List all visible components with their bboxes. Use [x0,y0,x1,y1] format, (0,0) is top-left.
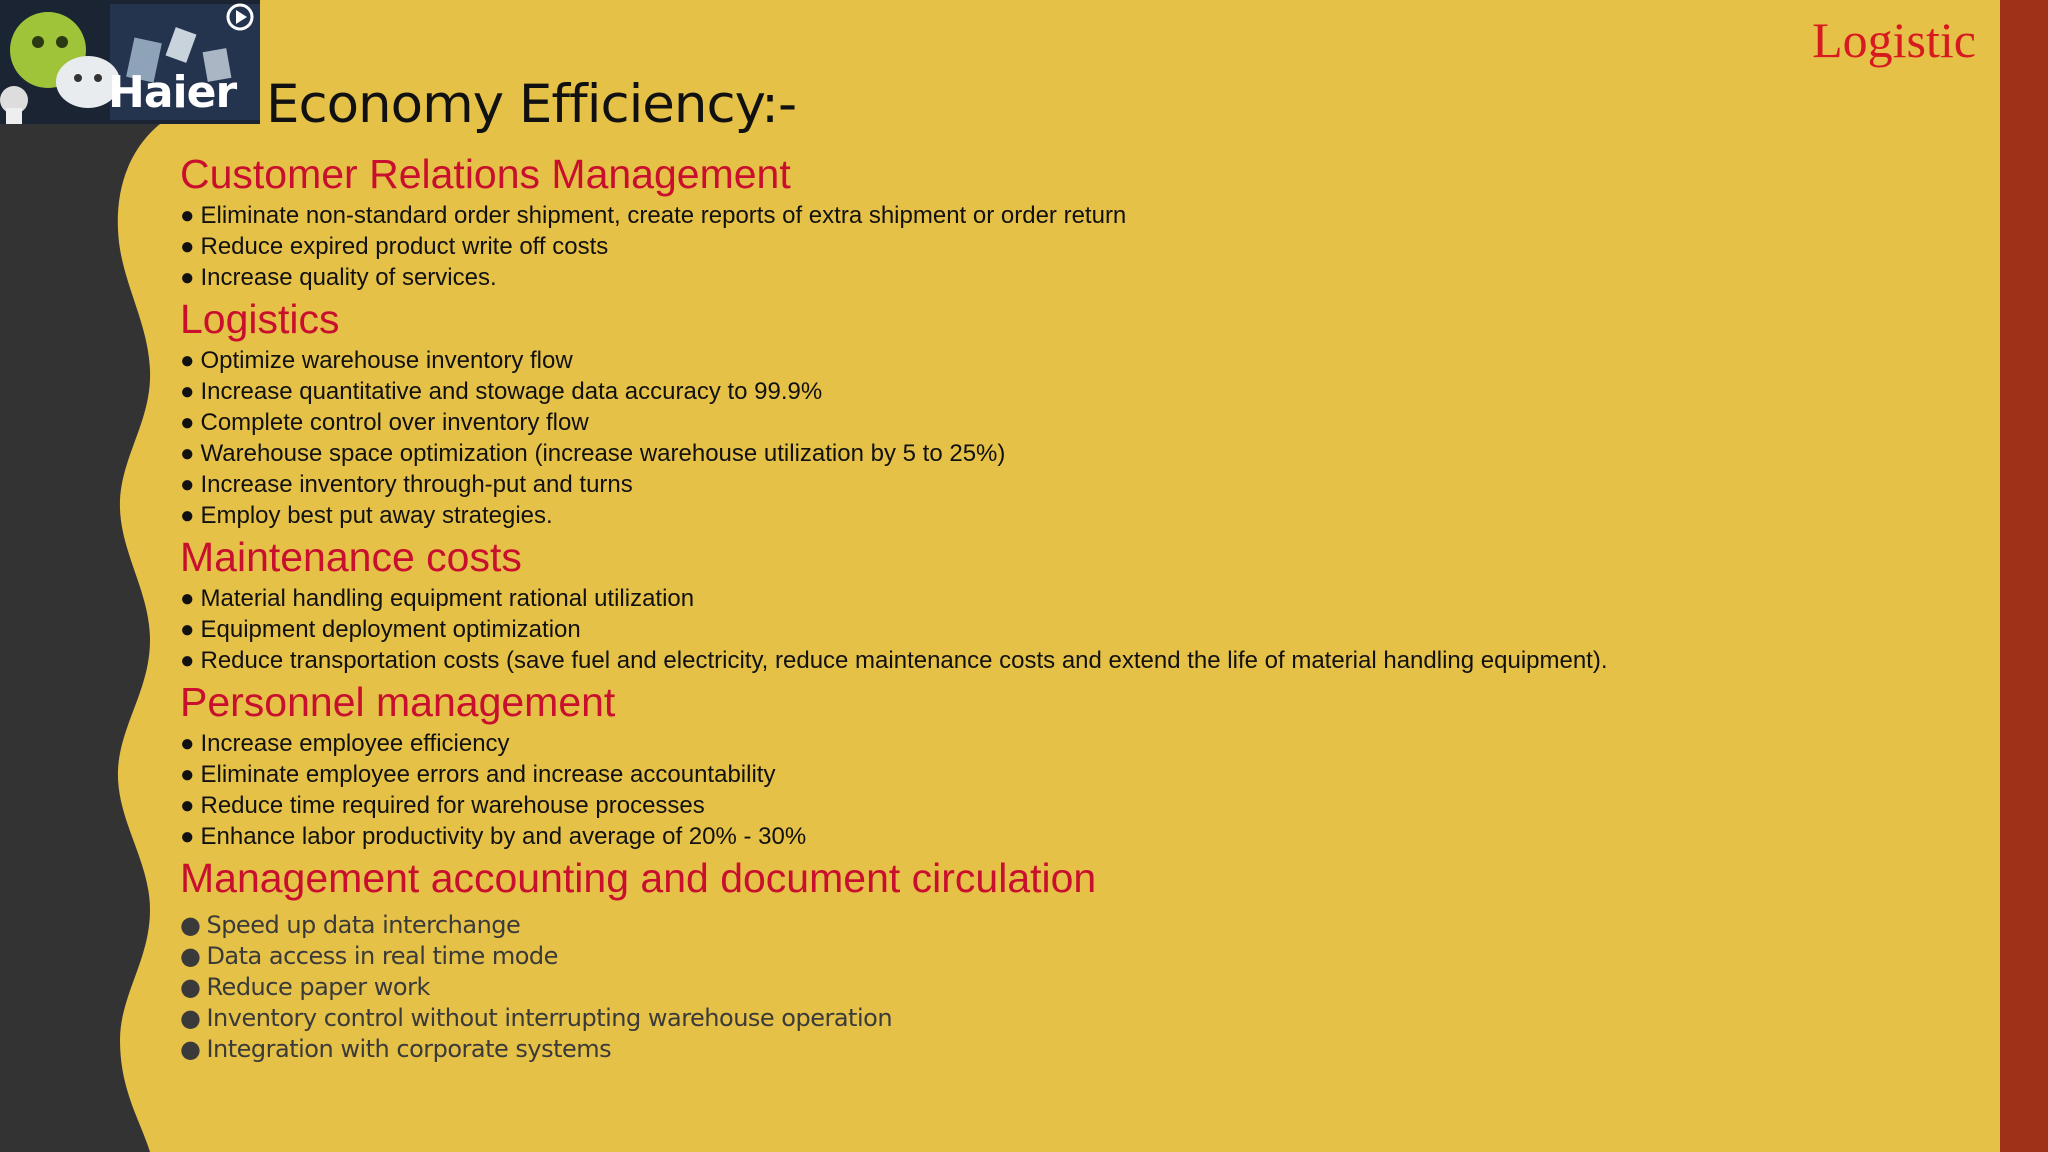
bullet-text: Reduce transportation costs (save fuel and electricity, reduce maintenance costs and extend the life of material handling equipment). [200,647,1608,674]
bullet-text: Warehouse space optimization (increase warehouse utilization by 5 to 25%) [200,440,1006,467]
bullet-list [180,345,1960,531]
bullet-icon: ● [180,585,195,612]
bullet-icon: ● [180,911,201,939]
bullet-icon: ● [180,973,201,1001]
bullet-text: Eliminate non-standard order shipment, create reports of extra shipment or order return [200,202,1127,229]
bullet-icon: ● [180,502,195,529]
bullet-text: Reduce time required for warehouse processes [200,792,705,819]
right-accent-band [2000,0,2048,1152]
section-logistics [180,295,1960,531]
bullet-icon: ● [180,409,195,436]
bullet-item [180,728,1960,759]
bullet-list [180,910,1960,1065]
bullet-item [180,910,1960,941]
bullet-icon: ● [180,942,201,970]
bullet-icon: ● [180,730,195,757]
bullet-item [180,345,1960,376]
bullet-text: Data access in real time mode [206,942,558,970]
bullet-text: Increase employee efficiency [200,730,510,757]
bullet-item [180,407,1960,438]
section-maintenance-costs [180,533,1960,676]
section-management-accounting [180,854,1960,1065]
bullet-item [180,200,1960,231]
section-heading: Personnel management [180,679,616,725]
bullet-item [180,1034,1960,1065]
bullet-text: Optimize warehouse inventory flow [200,347,573,374]
haier-logo [0,0,260,124]
bullet-icon: ● [180,202,195,229]
bullet-list [180,200,1960,293]
bullet-item [180,469,1960,500]
bullet-icon: ● [180,1004,201,1032]
bullet-item [180,941,1960,972]
section-heading: Management accounting and document circulation [180,855,1097,901]
page-title: Economy Efficiency:- [266,74,797,135]
bullet-item [180,821,1960,852]
bullet-item [180,376,1960,407]
content-area [180,150,1960,1067]
bullet-icon: ● [180,347,195,374]
section-personnel-management [180,678,1960,852]
bullet-icon: ● [180,823,195,850]
bullet-item [180,262,1960,293]
bullet-item [180,583,1960,614]
left-wavy-band [0,0,160,1152]
bullet-item [180,1003,1960,1034]
bullet-item [180,645,1960,676]
logo-wordmark: Haier [108,67,237,118]
bullet-text: Reduce expired product write off costs [200,233,609,260]
bullet-icon: ● [180,233,195,260]
bullet-item [180,614,1960,645]
bullet-text: Increase quantitative and stowage data accuracy to 99.9% [200,378,823,405]
bullet-item [180,759,1960,790]
bullet-text: Increase quality of services. [200,264,497,291]
bullet-icon: ● [180,792,195,819]
bullet-text: Eliminate employee errors and increase accountability [200,761,776,788]
bullet-item [180,438,1960,469]
bullet-icon: ● [180,647,195,674]
bullet-text: Employ best put away strategies. [200,502,553,529]
bullet-icon: ● [180,471,195,498]
bullet-text: Material handling equipment rational utilization [200,585,695,612]
bullet-text: Integration with corporate systems [206,1035,612,1063]
bullet-item [180,972,1960,1003]
bullet-list [180,728,1960,852]
bullet-text: Speed up data interchange [206,911,521,939]
bullet-item [180,231,1960,262]
bullet-text: Enhance labor productivity by and average of 20% - 30% [200,823,807,850]
bullet-icon: ● [180,1035,201,1063]
bullet-icon: ● [180,264,195,291]
bullet-text: Complete control over inventory flow [200,409,589,436]
left-band-shape [0,0,160,1152]
section-heading: Maintenance costs [180,534,522,580]
bullet-icon: ● [180,440,195,467]
bullet-icon: ● [180,616,195,643]
bullet-list [180,583,1960,676]
section-customer-relations [180,150,1960,293]
bullet-icon: ● [180,378,195,405]
bullet-text: Increase inventory through-put and turns [200,471,633,498]
section-heading: Customer Relations Management [180,151,791,197]
bullet-item [180,500,1960,531]
bullet-icon: ● [180,761,195,788]
bullet-item [180,790,1960,821]
bullet-text: Inventory control without interrupting warehouse operation [206,1004,893,1032]
corner-label: Logistic [1812,12,1976,68]
section-heading: Logistics [180,296,340,342]
bullet-text: Reduce paper work [206,973,430,1001]
bullet-text: Equipment deployment optimization [200,616,581,643]
